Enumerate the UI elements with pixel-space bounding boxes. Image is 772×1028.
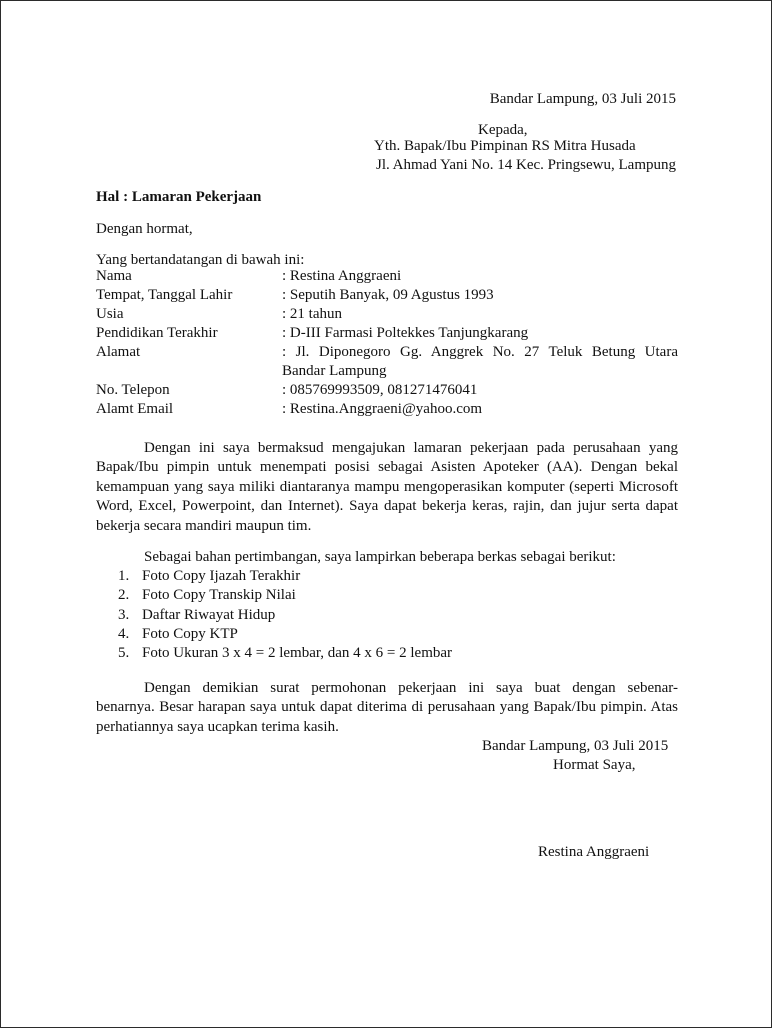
- header-address: Jl. Ahmad Yani No. 14 Kec. Pringsewu, Lampung: [376, 157, 676, 173]
- identity-value-email: : Restina.Anggraeni@yahoo.com: [282, 401, 483, 417]
- identity-label-phone: No. Telepon: [96, 382, 170, 398]
- attachment-item: Foto Copy Transkip Nilai: [142, 587, 296, 603]
- identity-value-age: : 21 tahun: [282, 306, 342, 322]
- attachment-number: 4.: [118, 626, 130, 642]
- header-to: Kepada,: [478, 122, 528, 138]
- attachment-number: 1.: [118, 568, 130, 584]
- body-paragraph-1: [96, 439, 678, 536]
- signature-place-date: Bandar Lampung, 03 Juli 2015: [482, 738, 669, 754]
- identity-value-education: : D-III Farmasi Poltekkes Tanjungkarang: [282, 325, 529, 341]
- signature-regards: Hormat Saya,: [553, 757, 636, 773]
- header-place-date: Bandar Lampung, 03 Juli 2015: [489, 91, 676, 107]
- identity-intro: Yang bertandatangan di bawah ini:: [96, 252, 305, 268]
- attachments-intro: Sebagai bahan pertimbangan, saya lampirkan beberapa berkas sebagai berikut:: [144, 549, 616, 565]
- identity-label-birth: Tempat, Tanggal Lahir: [96, 287, 233, 303]
- identity-value-address-line1: : Jl. Diponegoro Gg. Anggrek No. 27 Teluk Betung Utara: [282, 344, 678, 360]
- identity-label-age: Usia: [96, 306, 124, 322]
- attachment-item: Foto Copy Ijazah Terakhir: [142, 568, 301, 584]
- identity-label-address: Alamat: [96, 344, 141, 360]
- attachment-item: Daftar Riwayat Hidup: [142, 607, 276, 623]
- greeting: Dengan hormat,: [96, 221, 193, 237]
- attachment-number: 3.: [118, 607, 130, 623]
- attachment-item: Foto Ukuran 3 x 4 = 2 lembar, dan 4 x 6 = 2 lembar: [142, 645, 453, 661]
- identity-value-birth: : Seputih Banyak, 09 Agustus 1993: [282, 287, 494, 303]
- subject-line: Hal : Lamaran Pekerjaan: [96, 189, 262, 205]
- identity-label-education: Pendidikan Terakhir: [96, 325, 218, 341]
- signature-name: Restina Anggraeni: [538, 844, 650, 860]
- closing-paragraph-line1: Dengan demikian surat permohonan pekerjaan ini saya buat dengan sebenar-: [144, 680, 678, 696]
- attachment-number: 5.: [118, 645, 130, 661]
- closing-paragraph: [96, 679, 678, 737]
- identity-value-name: : Restina Anggraeni: [282, 268, 402, 284]
- attachment-item: Foto Copy KTP: [142, 626, 238, 642]
- identity-value-address-line2: Bandar Lampung: [282, 363, 387, 379]
- body-paragraph-1-text: Dengan ini saya bermaksud mengajukan lamaran pekerjaan pada perusahaan yang Bapak/Ibu pimpin untuk menempati posisi sebagai Asisten Apoteker (AA). Dengan bekal kemampuan yang saya miliki diantaranya mampu mengoperasikan komputer (seperti Microsoft Word, Excel, Powerpoint, dan Internet). Saya dapat bekerja keras, rajin, dan jujur serta dapat bekerja secara mandiri maupun tim.: [96, 440, 678, 534]
- closing-paragraph-rest: benarnya. Besar harapan saya untuk dapat diterima di perusahaan yang Bapak/Ibu pimpin. Atas perhatiannya saya ucapkan terima kasih.: [96, 699, 678, 735]
- identity-label-email: Alamt Email: [96, 401, 174, 417]
- attachment-number: 2.: [118, 587, 130, 603]
- identity-value-phone: : 085769993509, 081271476041: [282, 382, 478, 398]
- header-recipient: Yth. Bapak/Ibu Pimpinan RS Mitra Husada: [374, 138, 636, 154]
- identity-label-name: Nama: [96, 268, 132, 284]
- identity-value-address: [282, 343, 678, 381]
